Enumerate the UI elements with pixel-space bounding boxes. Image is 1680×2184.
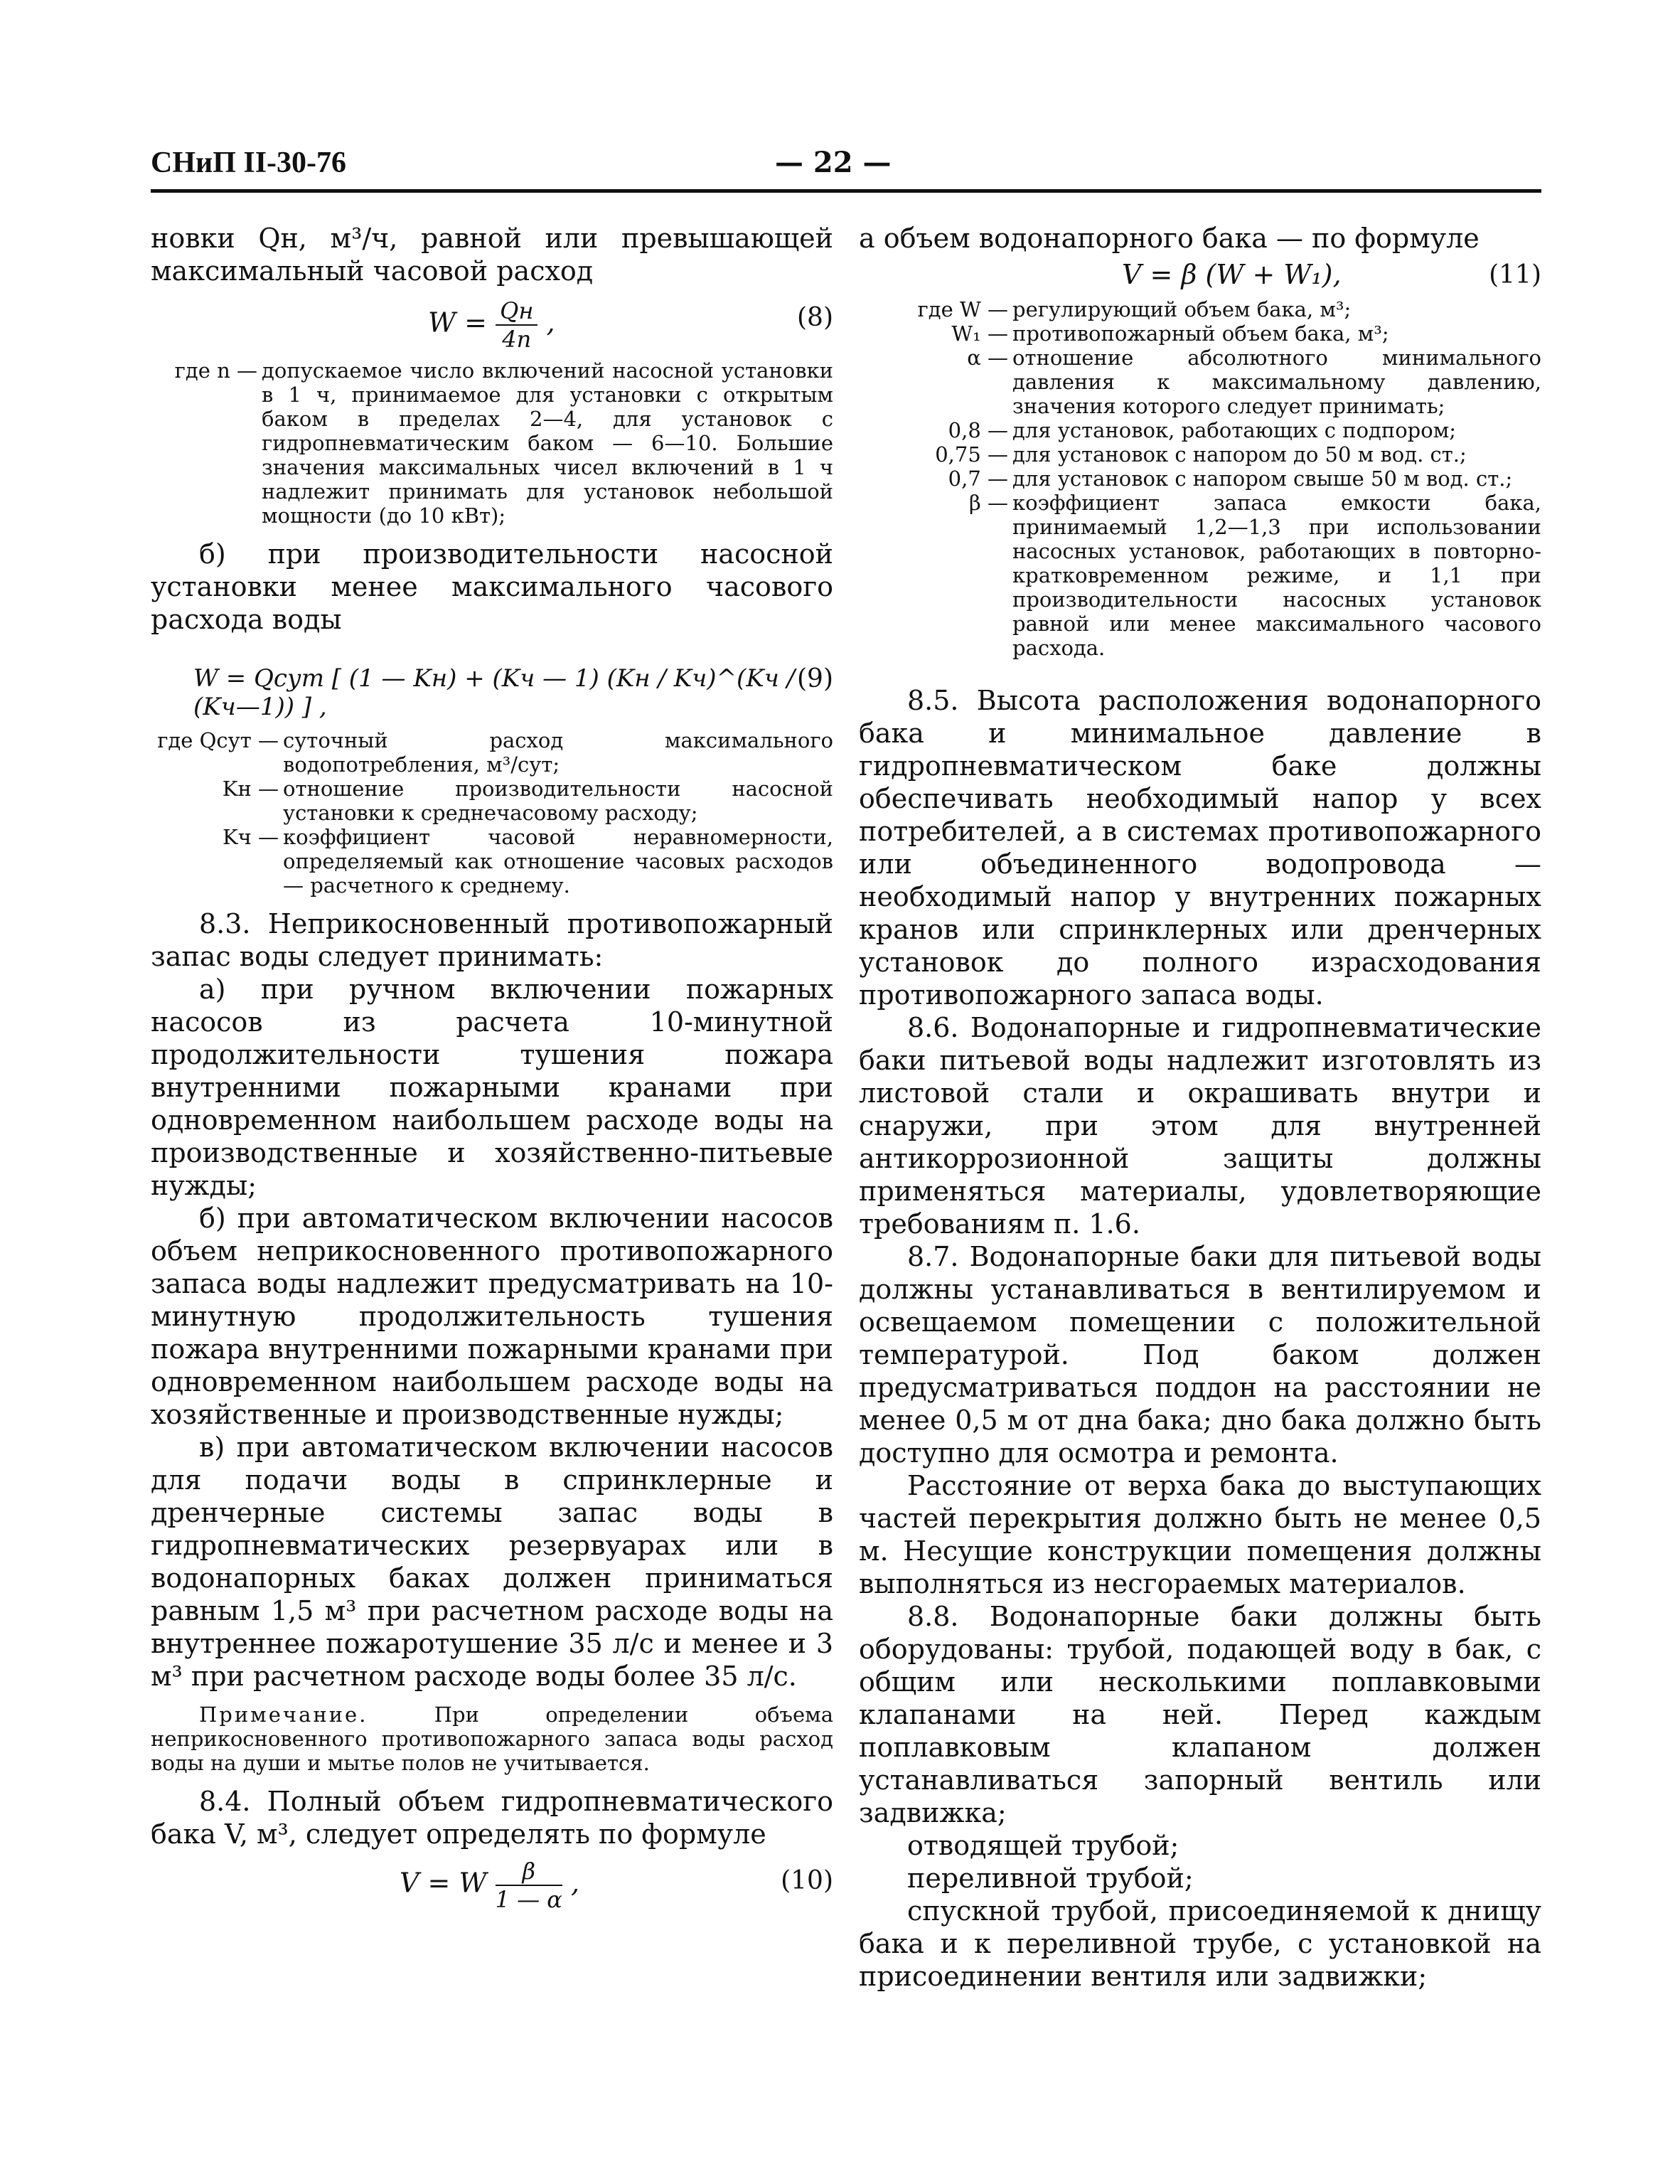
where-text: противопожарный объем бака, м³; [1012, 321, 1389, 346]
numerator: β [496, 1858, 562, 1886]
where-symbol: где W — [917, 297, 1008, 321]
fraction [496, 297, 537, 353]
where-text: регулирующий объем бака, м³; [1012, 297, 1352, 321]
where-text: для установок с напором до 50 м вод. ст.; [1012, 442, 1467, 467]
header-rule [151, 189, 1541, 193]
document-code: СНиП II-30-76 [151, 147, 347, 179]
where-item [859, 346, 1541, 418]
where-text: допускаемое число включений насосной установки в 1 ч, принимаемое для установки с открытым баком в пределах 2—4, для установок с гидропневматическим баком — 6—10. Большие значения максимальных чисел включений в 1 ч надлежит принимать для установок небольшой мощности (до 10 кВт); [262, 358, 833, 528]
where-symbol: где n — [174, 358, 257, 383]
section-8-4: 8.4. Полный объем гидропневматического бака V, м³, следует определять по формуле [151, 1786, 833, 1850]
formula-10: V = W $\frac{\beta}{1 — \alpha}$ , (10) [400, 1858, 833, 1913]
formula-number: (11) [1489, 260, 1541, 289]
formula-number: (10) [781, 1866, 833, 1895]
section-8-6: 8.6. Водонапорные и гидропневматические баки питьевой воды надлежит изготовлять из листовой стали и окрашивать внутри и снаружи, при этом для внутренней антикоррозионной защиты должны применяться материалы, удовлетворяющие требованиям п. 1.6. [859, 1012, 1541, 1240]
numerator: Qн [496, 297, 537, 326]
where-symbol: где Qсут — [157, 728, 279, 752]
paragraph: б) при производительности насосной установки менее максимального часового расхода воды [151, 538, 833, 635]
section-8-5: 8.5. Высота расположения водонапорного бака и минимальное давление в гидропневматическом баке должны обеспечивать необходимый напор у всех потребителей, а в системах противопожарного или объединенного водопровода — необходимый напор у внутренних пожарных кранов или спринклерных или дренчерных установок до полного израсходования противопожарного запаса воды. [859, 685, 1541, 1011]
paragraph: новки Qн, м³/ч, равной или превышающей максимальный часовой расход [151, 223, 833, 287]
section-8-8: 8.8. Водонапорные баки должны быть оборудованы: трубой, подающей воду в бак, с общим или несколькими поплавковыми клапанами на ней. Перед каждым поплавковым клапаном должен устанавливаться запорный вентиль или задвижка; [859, 1601, 1541, 1828]
where-text: для установок с напором свыше 50 м вод. ст.; [1012, 467, 1513, 491]
where-symbol: α — [967, 346, 1008, 370]
formula-lhs: W = [428, 307, 487, 339]
where-text: для установок, работающих с подпором; [1012, 418, 1457, 442]
where-item [859, 491, 1541, 660]
formula-body: V = β (W + W₁), [1122, 259, 1342, 290]
list-item: отводящей трубой; [907, 1830, 1179, 1861]
formula-11 [859, 255, 1541, 297]
where-item [151, 825, 833, 897]
where-text: суточный расход максимального водопотребления, м³/сут; [283, 728, 833, 777]
formula-body: W = Qсут [ (1 — Kн) + (Kч — 1) (Kн / Kч)^(Kч / (Kч—1)) ] , [193, 664, 796, 721]
denominator: 1 — α [495, 1886, 562, 1913]
where-item [151, 358, 833, 528]
formula-number: (9) [797, 664, 833, 693]
where-symbol: 0,7 — [948, 467, 1008, 491]
where-text: отношение производительности насосной установки к среднечасовому расходу; [283, 777, 833, 825]
formula-8: W = $\frac{Qн}{4n}$ , (8) [428, 297, 833, 353]
list-item: переливной трубой; [907, 1863, 1194, 1894]
where-item [151, 728, 833, 777]
paragraph: а) при ручном включении пожарных насосов из расчета 10-минутной продолжительности тушения пожара внутренними пожарными кранами при одновременном наибольшем расходе воды на производственные и хозяйственно-питьевые нужды; [151, 974, 833, 1201]
section-8-3: 8.3. Неприкосновенный противопожарный запас воды следует принимать: [151, 908, 833, 972]
paragraph: Расстояние от верха бака до выступающих частей перекрытия должно быть не менее 0,5 м. Несущие конструкции помещения должны выполняться из несгораемых материалов. [859, 1470, 1541, 1599]
where-symbol: 0,75 — [935, 442, 1008, 467]
where-item [151, 777, 833, 825]
fraction [496, 1858, 562, 1913]
where-text: отношение абсолютного минимального давления к максимальному давлению, значения которого следует принимать; [1012, 346, 1541, 418]
where-symbol: Kч — [222, 825, 279, 849]
paragraph: а объем водонапорного бака — по формуле [859, 223, 1480, 254]
where-symbol: β — [969, 491, 1008, 515]
paragraph: в) при автоматическом включении насосов для подачи воды в спринклерные и дренчерные системы запас воды в гидропневматических резервуарах или в водонапорных баках должен приниматься равным 1,5 м³ при расчетном расходе воды на внутреннее пожаротушение 35 л/с и менее и 3 м³ при расчетном расходе воды более 35 л/с. [151, 1432, 833, 1692]
note-text: При определении объема неприкосновенного противопожарного запаса воды расход воды на души и мытье полов не учитывается. [151, 1703, 833, 1775]
where-item [859, 418, 1541, 442]
formula-number: (8) [797, 303, 833, 332]
where-symbol: Kн — [222, 777, 279, 801]
note-label: Примечание. [199, 1703, 368, 1727]
where-item [859, 442, 1541, 467]
formula-lhs: V = W [400, 1867, 487, 1899]
paragraph: б) при автоматическом включении насосов объем неприкосновенного противопожарного запаса воды надлежит предусматривать на 10-минутную продолжительность тушения пожара внутренними пожарными кранами при одновременном наибольшем расходе воды на хозяйственные и производственные нужды; [151, 1203, 833, 1430]
page-number: — 22 — [775, 146, 892, 179]
where-text: коэффициент запаса емкости бака, принимаемый 1,2—1,3 при использовании насосных установок, работающих в повторно-кратковременном режиме, и 1,1 при производительности насосных установок равной или менее максимального часового расхода. [1012, 491, 1541, 660]
section-8-7: 8.7. Водонапорные баки для питьевой воды должны устанавливаться в вентилируемом и освещаемом помещении с положительной температурой. Под баком должен предусматриваться поддон на расстоянии не менее 0,5 м от дна бака; дно бака должно быть доступно для осмотра и ремонта. [859, 1241, 1541, 1469]
denominator: 4n [502, 326, 532, 353]
where-symbol: 0,8 — [948, 418, 1008, 442]
where-item [859, 467, 1541, 491]
where-item [859, 321, 1541, 346]
left-column [151, 222, 833, 1922]
list-item: спускной трубой, присоединяемой к днищу бака и к переливной трубе, с установкой на присоединении вентиля или задвижки; [859, 1895, 1541, 1992]
where-item [859, 297, 1541, 321]
right-column [859, 222, 1541, 1993]
note [151, 1703, 833, 1775]
where-text: коэффициент часовой неравномерности, определяемый как отношение часовых расходов — расчетного к среднему. [283, 825, 833, 897]
formula-9 [151, 636, 833, 728]
where-symbol: W₁ — [951, 321, 1008, 346]
